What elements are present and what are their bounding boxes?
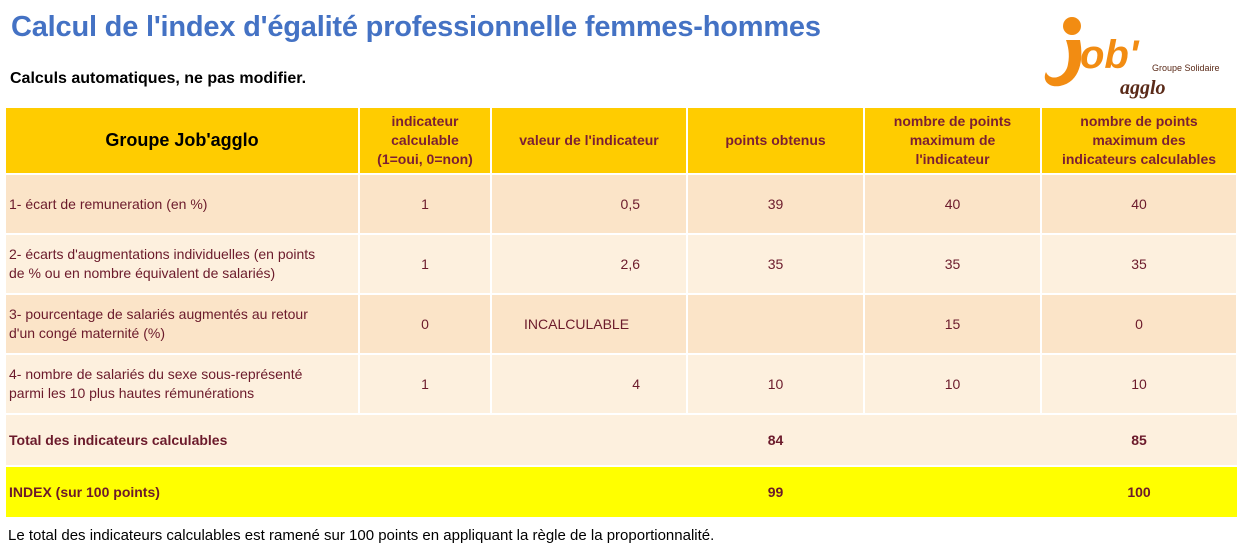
- cell-valeur: 0,5: [491, 174, 687, 234]
- page-subtitle: Calculs automatiques, ne pas modifier.: [10, 70, 307, 87]
- header-max-calculables-line: nombre de points: [1080, 113, 1198, 129]
- header-valeur: valeur de l'indicateur: [491, 108, 687, 174]
- cell-max-indicateur: 10: [864, 354, 1041, 414]
- row-label-line: 1- écart de remuneration (en %): [9, 195, 208, 212]
- logo-dot: [1063, 17, 1081, 35]
- total-max-calculables: 85: [1041, 414, 1237, 466]
- header-points: points obtenus: [687, 108, 864, 174]
- jobagglo-logo: [1040, 12, 1240, 102]
- cell-max-indicateur: 15: [864, 294, 1041, 354]
- row-label: [6, 354, 359, 414]
- cell-valeur: 2,6: [491, 234, 687, 294]
- total-row: [6, 414, 1237, 466]
- logo-tagline: Groupe Solidaire: [1152, 63, 1220, 73]
- header-max-indicateur: [864, 108, 1041, 174]
- cell-max-calculables: 35: [1041, 234, 1237, 294]
- header-max-calculables-line: indicateurs calculables: [1061, 151, 1217, 167]
- header-max-calculables-line: maximum des: [1092, 132, 1186, 148]
- logo-j-shape: [1045, 40, 1082, 86]
- total-label: Total des indicateurs calculables: [6, 414, 359, 466]
- cell-points: 10: [687, 354, 864, 414]
- table-header-row: [6, 108, 1237, 174]
- total-empty-cell: [491, 414, 687, 466]
- cell-points: 39: [687, 174, 864, 234]
- header-calculable: [359, 108, 491, 174]
- cell-calculable: 0: [359, 294, 491, 354]
- header-max-indicateur-line: maximum de: [909, 132, 996, 148]
- total-empty-cell: [864, 414, 1041, 466]
- index-points: 99: [687, 466, 864, 518]
- header-max-calculables: [1041, 108, 1237, 174]
- row-label-line: 2- écarts d'augmentations individuelles (en points: [9, 246, 316, 262]
- cell-calculable: 1: [359, 174, 491, 234]
- row-label-line: de % ou en nombre équivalent de salariés): [9, 265, 276, 281]
- total-empty-cell: [359, 414, 491, 466]
- index-empty-cell: [491, 466, 687, 518]
- cell-calculable: 1: [359, 234, 491, 294]
- row-label-line: 4- nombre de salariés du sexe sous-représenté: [9, 366, 303, 382]
- cell-points: [687, 294, 864, 354]
- row-label-line: parmi les 10 plus hautes rémunérations: [9, 385, 255, 401]
- cell-max-indicateur: 35: [864, 234, 1041, 294]
- cell-calculable: 1: [359, 354, 491, 414]
- table-row: [6, 234, 1237, 294]
- header-calculable-line: indicateur: [391, 113, 459, 129]
- logo-main-text: ob': [1080, 33, 1139, 77]
- cell-max-calculables: 40: [1041, 174, 1237, 234]
- cell-valeur: 4: [491, 354, 687, 414]
- cell-max-calculables: 0: [1041, 294, 1237, 354]
- table-row: [6, 294, 1237, 354]
- table-row: [6, 354, 1237, 414]
- cell-valeur: INCALCULABLE: [491, 294, 687, 354]
- row-label-line: 3- pourcentage de salariés augmentés au retour: [9, 306, 308, 322]
- header-group: Groupe Job'agglo: [6, 108, 359, 174]
- row-label: [6, 234, 359, 294]
- index-max-calculables: 100: [1041, 466, 1237, 518]
- header-max-indicateur-line: l'indicateur: [915, 151, 990, 167]
- index-table: [6, 108, 1238, 519]
- footnote: Le total des indicateurs calculables est ramené sur 100 points en appliquant la règle de la proportionnalité.: [8, 527, 715, 544]
- row-label-line: d'un congé maternité (%): [9, 325, 165, 341]
- header-max-indicateur-line: nombre de points: [893, 113, 1012, 129]
- logo-sub-text: agglo: [1120, 77, 1166, 99]
- index-empty-cell: [359, 466, 491, 518]
- index-empty-cell: [864, 466, 1041, 518]
- page-title: Calcul de l'index d'égalité professionnelle femmes-hommes: [11, 11, 821, 43]
- total-points: 84: [687, 414, 864, 466]
- cell-points: 35: [687, 234, 864, 294]
- cell-max-indicateur: 40: [864, 174, 1041, 234]
- table-row: [6, 174, 1237, 234]
- header-calculable-line: (1=oui, 0=non): [377, 151, 473, 167]
- cell-max-calculables: 10: [1041, 354, 1237, 414]
- index-row: [6, 466, 1237, 518]
- row-label: [6, 294, 359, 354]
- header-calculable-line: calculable: [391, 132, 459, 148]
- index-label: INDEX (sur 100 points): [6, 466, 359, 518]
- row-label: [6, 174, 359, 234]
